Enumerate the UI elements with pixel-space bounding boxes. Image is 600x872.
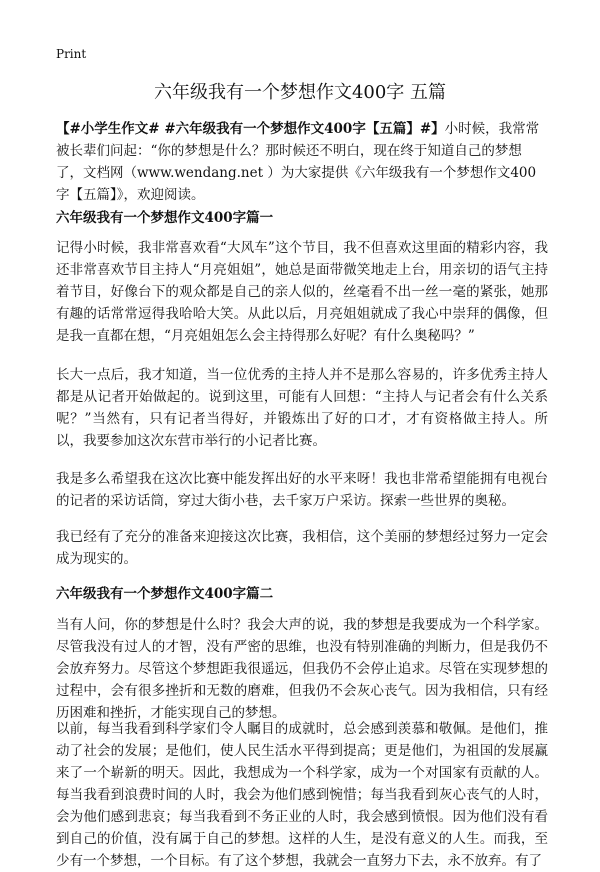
intro-tags: 【#小学生作文# #六年级我有一个梦想作文400字【五篇】#】	[56, 121, 445, 137]
section1-paragraph-2: 长大一点后，我才知道，当一位优秀的主持人并不是那么容易的，许多优秀主持人都是从记者开始做起的。说到这里，可能有人回想：“主持人与记者会有什么关系呢？”当然有，只有记者当得好，并锻炼出了好的口才，才有资格做主持人。所以，我要参加这次东营市举行的小记者比赛。	[56, 367, 548, 449]
section2-paragraph-2: 以前，每当我看到科学家们令人瞩目的成就时，总会感到羡慕和敬佩。是他们，推动了社会的发展；是他们，使人民生活水平得到提高；更是他们，为祖国的发展赢来了一个崭新的明天。因此，我想成为一个科学家，成为一个对国家有贡献的人。每当我看到浪费时间的人时，我会为他们感到惋惜；每当我看到灰心丧气的人时，会为他们感到悲哀；每当我看到不务正业的人时，我会感到愤恨。因为他们没有看到自己的价值，没有属于自己的梦想。这样的人生，是没有意义的人生。而我，至少有一个梦想，一个目标。有了这个梦想，我就会一直努力下去，永不放弃。有了	[56, 721, 548, 869]
section1-paragraph-4: 我已经有了充分的准备来迎接这次比赛，我相信，这个美丽的梦想经过努力一定会成为现实的。	[56, 529, 548, 567]
document-title: 六年级我有一个梦想作文400字 五篇	[153, 82, 447, 103]
section1-heading: 六年级我有一个梦想作文400字篇一	[56, 210, 274, 226]
section2-heading: 六年级我有一个梦想作文400字篇二	[56, 586, 274, 602]
intro-paragraph	[56, 118, 548, 206]
intro-text: 小时候，我常常被长辈们问起：“你的梦想是什么？那时候还不明白，现在终于知道自己的梦想了，文档网（www.wendang.net ）为大家提供《六年级我有一个梦想作文400字【五篇】》，欢迎阅读。	[56, 121, 540, 203]
print-label: Print	[56, 47, 87, 61]
section1-paragraph-3: 我是多么希望我在这次比赛中能发挥出好的水平来呀！我也非常希望能拥有电视台的记者的采访话筒，穿过大街小巷，去千家万户采访。探索一些世界的奥秘。	[56, 471, 548, 509]
section2-paragraph-1: 当有人问，你的梦想是什么时？我会大声的说，我的梦想是我要成为一个科学家。尽管我没有过人的才智，没有严密的思维，也没有特别准确的判断力，但是我仍不会放弃努力。尽管这个梦想距我很遥远，但我仍不会停止追求。尽管在实现梦想的过程中，会有很多挫折和无数的磨难，但我仍不会灰心丧气。因为我相信，只有经历困难和挫折，才能实现自己的梦想。	[56, 617, 548, 721]
section1-paragraph-1: 记得小时候，我非常喜欢看“大风车”这个节目，我不但喜欢这里面的精彩内容，我还非常喜欢节目主持人“月亮姐姐”，她总是面带微笑地走上台，用亲切的语气主持着节目，好像台下的观众都是自己的亲人似的，丝毫看不出一丝一毫的紧张，她那有趣的话常常逗得我哈哈大笑。从此以后，月亮姐姐就成了我心中崇拜的偶像，但是我一直都在想，“月亮姐姐怎么会主持得那么好呢？有什么奥秘吗？”	[56, 240, 548, 344]
